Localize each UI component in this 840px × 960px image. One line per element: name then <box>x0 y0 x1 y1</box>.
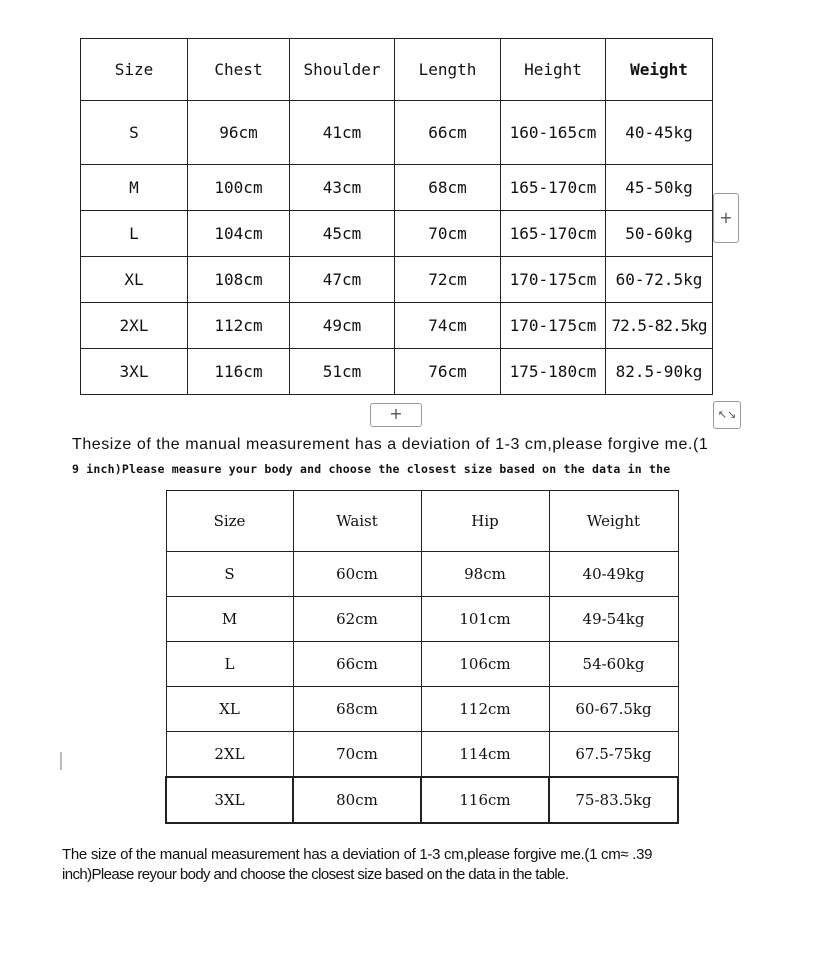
table-cell: 98cm <box>421 552 549 597</box>
table-cell: 47cm <box>290 257 395 303</box>
table-cell: 70cm <box>395 211 501 257</box>
header-cell: Length <box>395 39 501 101</box>
table-cell: 43cm <box>290 165 395 211</box>
table-cell: 67.5-75kg <box>549 732 678 778</box>
table-cell: 45cm <box>290 211 395 257</box>
table-cell: 49cm <box>290 303 395 349</box>
table-cell: 74cm <box>395 303 501 349</box>
table-cell: 60-67.5kg <box>549 687 678 732</box>
table-cell: 108cm <box>188 257 290 303</box>
table-cell: 40-49kg <box>549 552 678 597</box>
header-cell: Waist <box>293 491 421 552</box>
table-cell: 60-72.5kg <box>606 257 713 303</box>
table-cell: 114cm <box>421 732 549 778</box>
table-cell: XL <box>81 257 188 303</box>
table-cell: 104cm <box>188 211 290 257</box>
table-row <box>81 303 713 349</box>
table-cell: XL <box>166 687 293 732</box>
table-row <box>166 642 678 687</box>
table-cell: 100cm <box>188 165 290 211</box>
table-header-row <box>166 491 678 552</box>
table-row <box>166 732 678 778</box>
header-cell: Size <box>81 39 188 101</box>
header-cell: Weight <box>549 491 678 552</box>
table-cell: 66cm <box>293 642 421 687</box>
table-cell: 101cm <box>421 597 549 642</box>
table-cell: 170-175cm <box>501 257 606 303</box>
table-cell: 49-54kg <box>549 597 678 642</box>
divider <box>60 752 62 770</box>
table-row <box>81 211 713 257</box>
header-cell: Size <box>166 491 293 552</box>
table-cell: S <box>166 552 293 597</box>
table-cell: 62cm <box>293 597 421 642</box>
table-row <box>166 687 678 732</box>
table-cell: L <box>81 211 188 257</box>
measurement-note-line: Thesize of the manual measurement has a deviation of 1-3 cm,please forgive me.(1 <box>72 436 709 453</box>
measurement-note-line: 9 inch)Please measure your body and choose the closest size based on the data in the <box>72 462 671 476</box>
table-cell: 165-170cm <box>501 211 606 257</box>
table-cell: 112cm <box>421 687 549 732</box>
table-cell: 72cm <box>395 257 501 303</box>
add-column-button[interactable]: + <box>713 193 739 243</box>
table-cell: 160-165cm <box>501 101 606 165</box>
table-cell: 106cm <box>421 642 549 687</box>
measurement-note-line: inch)Please reyour body and choose the closest size based on the data in the table. <box>62 866 569 883</box>
table-cell: 3XL <box>81 349 188 395</box>
bottom-size-table <box>165 490 679 824</box>
table-header-row <box>81 39 713 101</box>
table-cell: 170-175cm <box>501 303 606 349</box>
header-cell: Chest <box>188 39 290 101</box>
table-cell: 165-170cm <box>501 165 606 211</box>
table-row <box>166 777 678 823</box>
table-cell: S <box>81 101 188 165</box>
table-cell: 70cm <box>293 732 421 778</box>
table-cell: 54-60kg <box>549 642 678 687</box>
table-cell: 116cm <box>188 349 290 395</box>
add-row-button[interactable]: + <box>370 403 422 427</box>
table-cell: 66cm <box>395 101 501 165</box>
table-row <box>81 257 713 303</box>
table-cell: M <box>81 165 188 211</box>
table-cell: 116cm <box>421 777 549 823</box>
table-cell: 3XL <box>166 777 293 823</box>
table-cell: 96cm <box>188 101 290 165</box>
resize-handle-icon[interactable]: ↖↘ <box>713 401 741 429</box>
table-cell: 50-60kg <box>606 211 713 257</box>
table-cell: M <box>166 597 293 642</box>
table-cell: 75-83.5kg <box>549 777 678 823</box>
header-cell: Height <box>501 39 606 101</box>
table-cell: 41cm <box>290 101 395 165</box>
table-cell: 80cm <box>293 777 421 823</box>
header-cell: Weight <box>606 39 713 101</box>
table-row <box>166 552 678 597</box>
table-cell: 2XL <box>81 303 188 349</box>
table-row <box>81 349 713 395</box>
table-cell: 60cm <box>293 552 421 597</box>
table-row <box>81 101 713 165</box>
table-cell: 68cm <box>395 165 501 211</box>
header-cell: Hip <box>421 491 549 552</box>
table-cell: 2XL <box>166 732 293 778</box>
table-cell: 72.5-82.5kg <box>606 303 713 349</box>
table-cell: 175-180cm <box>501 349 606 395</box>
table-row <box>166 597 678 642</box>
table-cell: L <box>166 642 293 687</box>
header-cell: Shoulder <box>290 39 395 101</box>
table-cell: 82.5-90kg <box>606 349 713 395</box>
table-cell: 51cm <box>290 349 395 395</box>
table-cell: 76cm <box>395 349 501 395</box>
table-cell: 68cm <box>293 687 421 732</box>
measurement-note-line: The size of the manual measurement has a deviation of 1-3 cm,please forgive me.(1 cm≈ .39 <box>62 846 653 863</box>
table-cell: 40-45kg <box>606 101 713 165</box>
top-size-table <box>80 38 713 395</box>
table-row <box>81 165 713 211</box>
table-cell: 45-50kg <box>606 165 713 211</box>
table-cell: 112cm <box>188 303 290 349</box>
